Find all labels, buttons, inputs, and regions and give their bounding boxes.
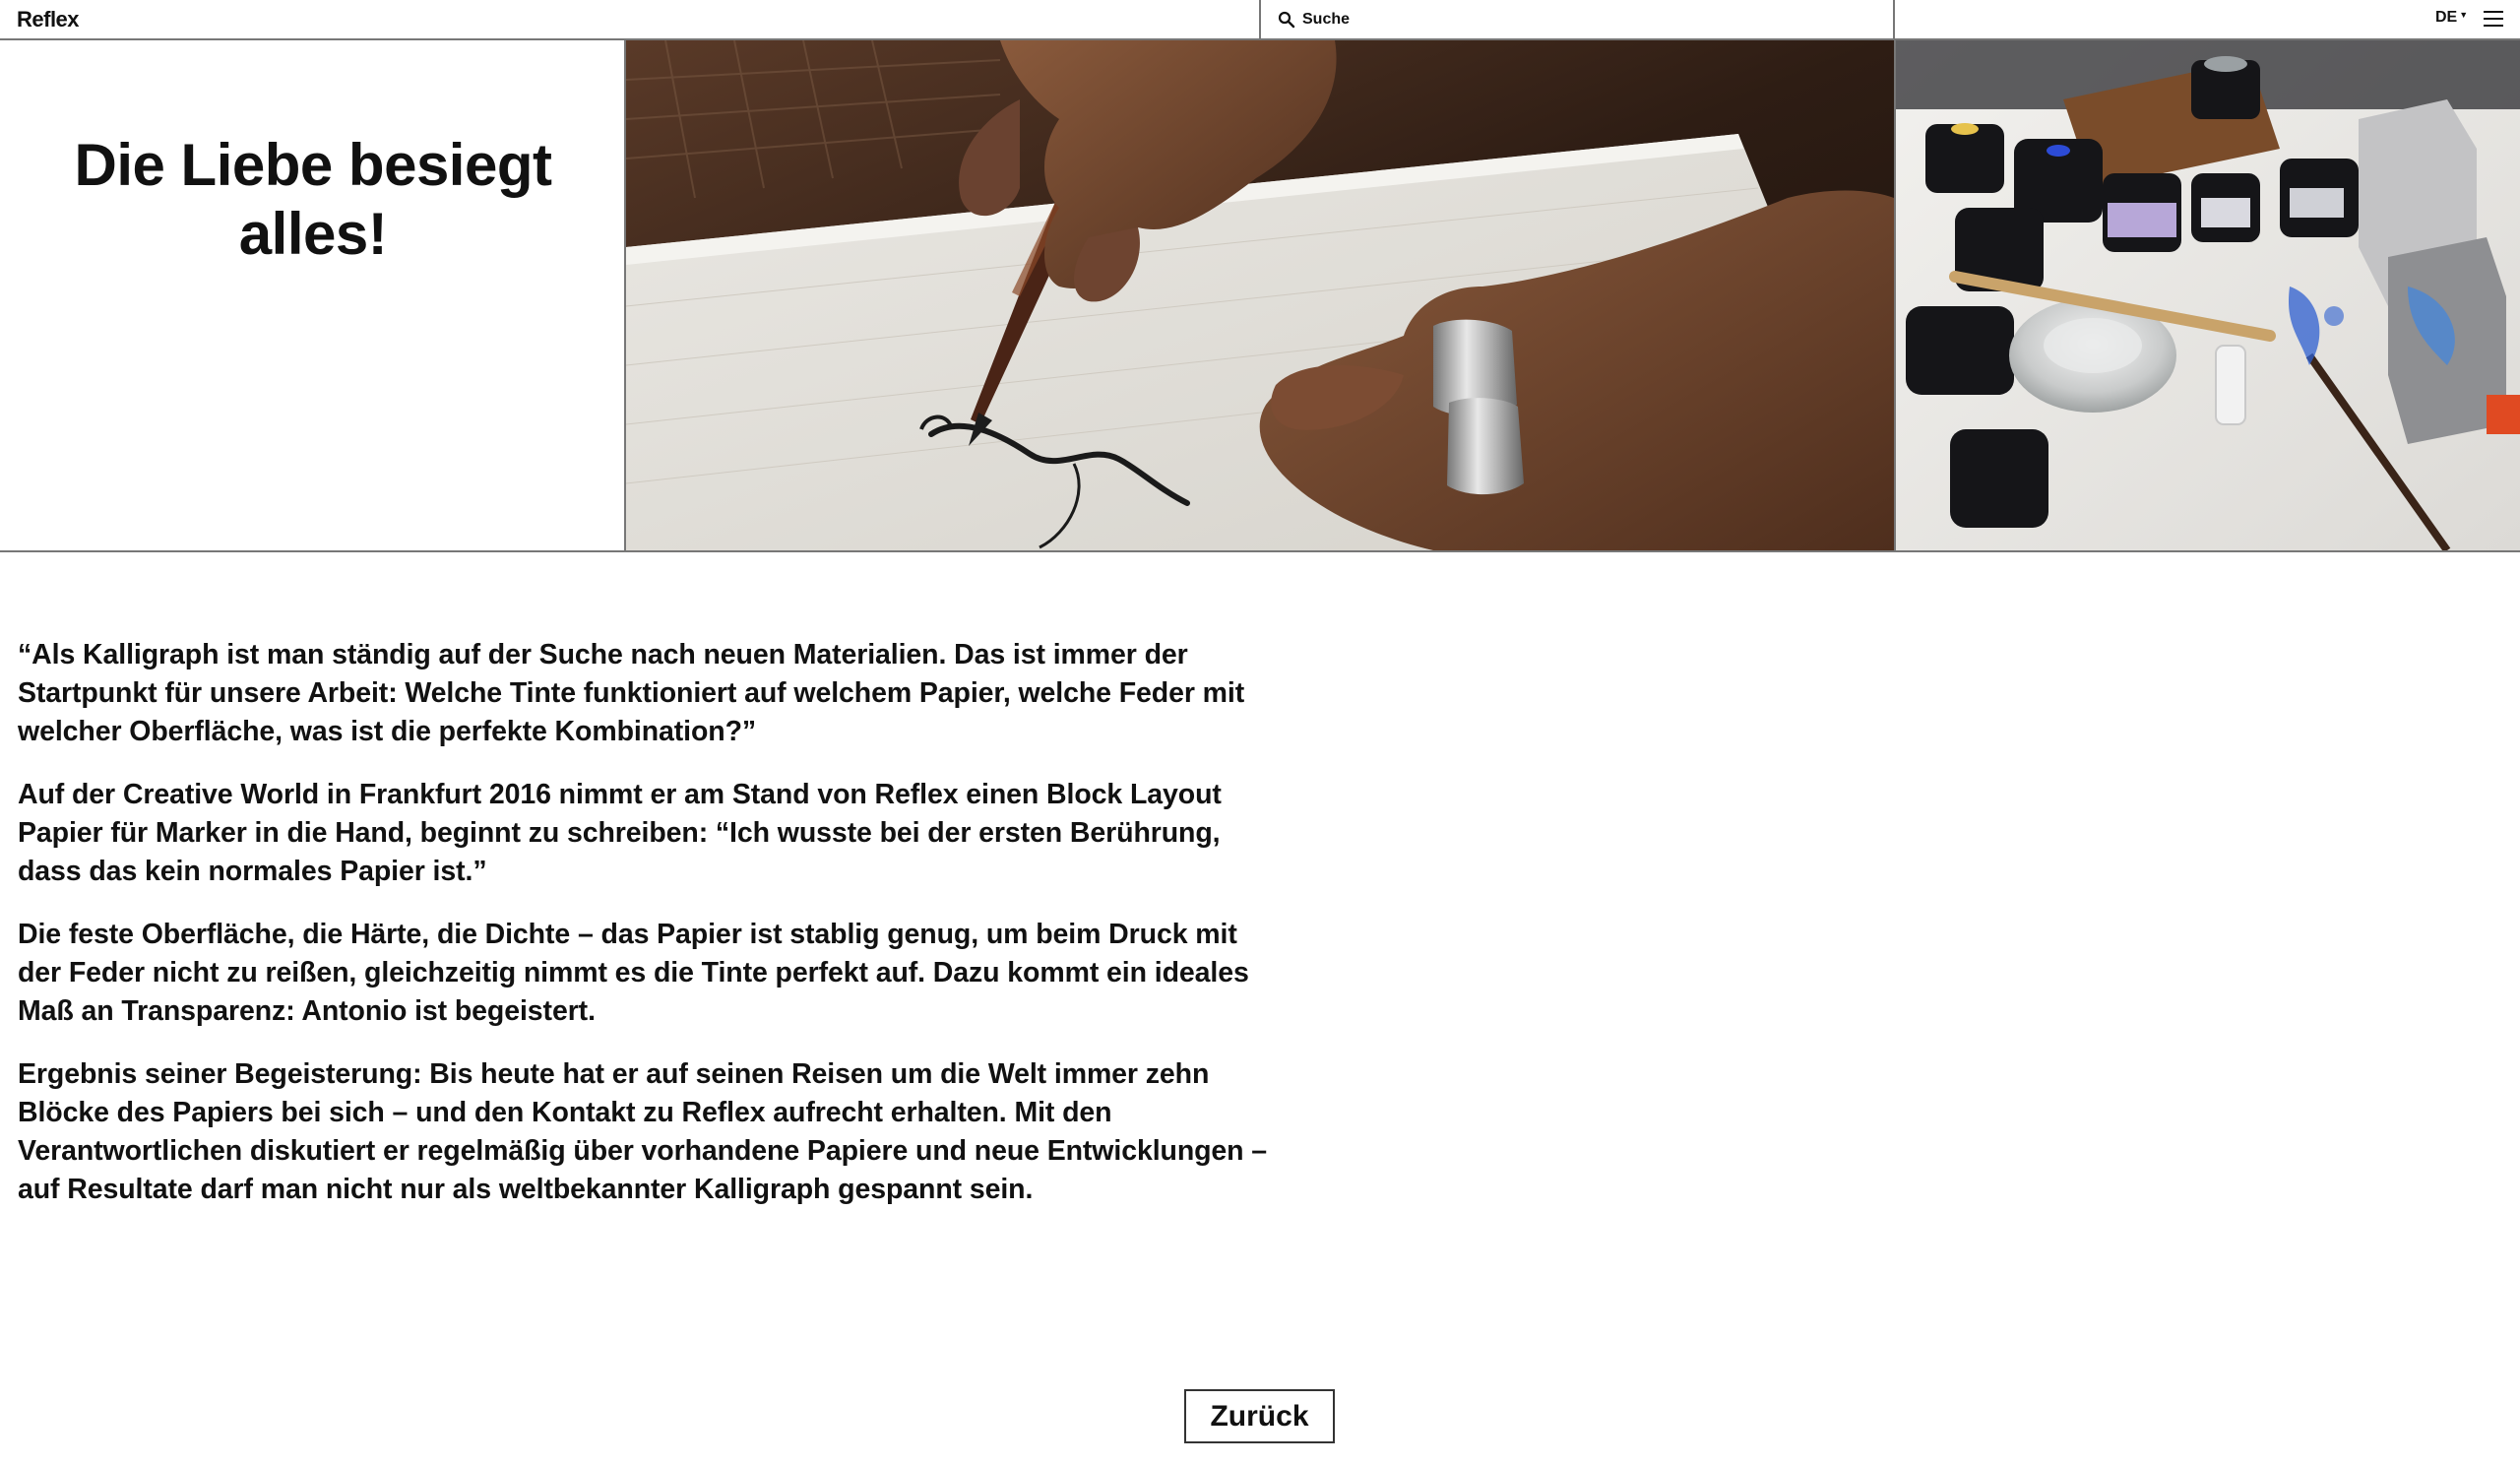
hero-section (0, 40, 2520, 552)
hero-title-panel (0, 40, 626, 550)
article-body (18, 636, 1268, 1234)
hamburger-menu-icon[interactable] (2484, 11, 2503, 29)
chevron-down-icon: ▼ (2459, 10, 2469, 20)
article-paragraph: “Als Kalligraph ist man ständig auf der Suche nach neuen Materialien. Das ist immer der Startpunkt für unsere Arbeit: Welche Tinte funktioniert auf welchem Papier, welche Feder mit welcher Oberfläche, was ist die perfekte Kombination?” (18, 639, 1245, 747)
reflex-logo[interactable]: Reflex (17, 7, 80, 32)
page-title: Die Liebe besiegt alles! (74, 132, 552, 267)
language-label: DE (2435, 9, 2458, 26)
search-input[interactable] (1302, 7, 1854, 32)
search-icon (1278, 11, 1295, 29)
top-navigation-bar (0, 0, 2520, 40)
ink-bottles-photo (1894, 40, 2520, 550)
article-paragraph: Auf der Creative World in Frankfurt 2016 nimmt er am Stand von Reflex einen Block Layout Papier für Marker in die Hand, beginnt zu schreiben: “Ich wusste bei der ersten Berührung, dass das kein normales Papier ist.” (18, 779, 1222, 887)
back-button[interactable]: Zurück (1184, 1389, 1335, 1443)
language-selector[interactable] (2435, 9, 2468, 27)
search-box[interactable] (1259, 0, 1895, 40)
calligraphy-writing-photo (626, 40, 1894, 550)
article-paragraph: Ergebnis seiner Begeisterung: Bis heute hat er auf seinen Reisen um die Welt immer zehn Blöcke des Papiers bei sich – und den Kontakt zu Reflex aufrecht erhalten. Mit den Verantwortlichen diskutiert er regelmäßig über vorhandene Papiere und neue Entwicklungen – auf Resultate darf man nicht nur als weltbekannter Kalligraph gespannt sein. (18, 1058, 1268, 1205)
article-paragraph: Die feste Oberfläche, die Härte, die Dichte – das Papier ist stablig genug, um beim Druck mit der Feder nicht zu reißen, gleichzeitig nimmt es die Tinte perfekt auf. Dazu kommt ein ideales Maß an Transparenz: Antonio ist begeistert. (18, 919, 1249, 1027)
